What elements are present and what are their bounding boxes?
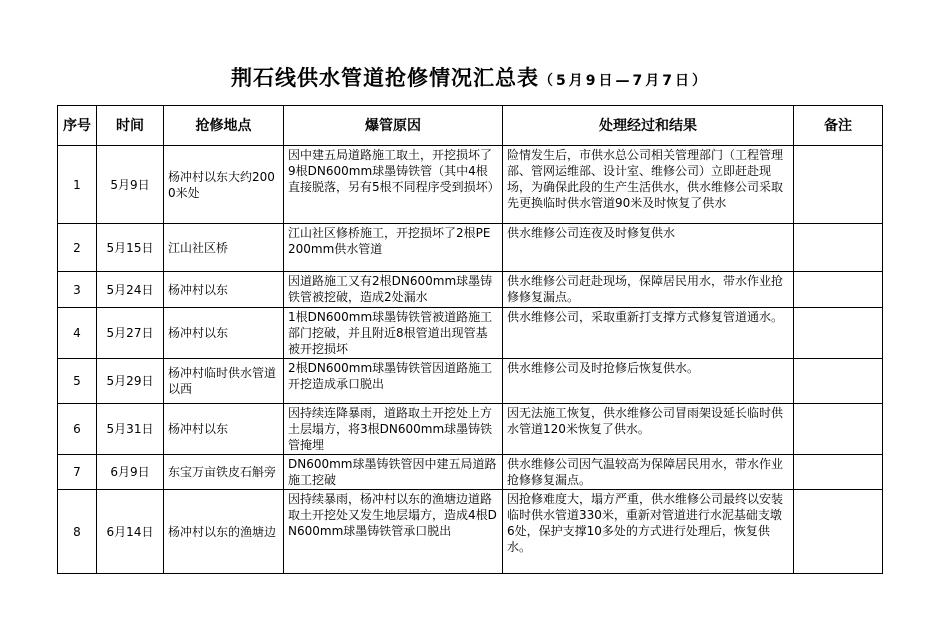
cell-no: 2 xyxy=(58,224,97,272)
cell-cause: 因中建五局道路施工取土，开挖损坏了9根DN600mm球墨铸铁管（其中4根直接脱落，另有5根不同程序受到损坏） xyxy=(284,146,503,224)
cell-no: 3 xyxy=(58,272,97,308)
cell-date: 5月15日 xyxy=(97,224,164,272)
cell-remark xyxy=(794,146,883,224)
page-title-main: 荆石线供水管道抢修情况汇总表 xyxy=(231,66,540,90)
cell-result: 供水维修公司连夜及时修复供水 xyxy=(503,224,794,272)
cell-cause: 1根DN600mm球墨铸铁管被道路施工部门挖破，并且附近8根管道出现管基被开挖损坏 xyxy=(284,308,503,359)
cell-location: 杨冲村以东的渔塘边 xyxy=(164,490,284,574)
table-row xyxy=(58,224,883,272)
cell-no: 4 xyxy=(58,308,97,359)
column-header-no: 序号 xyxy=(58,106,97,146)
cell-remark xyxy=(794,224,883,272)
cell-cause: 2根DN600mm球墨铸铁管因道路施工开挖造成承口脱出 xyxy=(284,359,503,404)
cell-no: 8 xyxy=(58,490,97,574)
cell-no: 6 xyxy=(58,404,97,455)
cell-location: 杨冲村以东 xyxy=(164,272,284,308)
cell-location: 东宝万亩铁皮石斛旁 xyxy=(164,455,284,490)
cell-date: 5月9日 xyxy=(97,146,164,224)
table-header-row xyxy=(58,106,883,146)
page-title-date-range: （5月9日—7月7日） xyxy=(539,73,709,89)
cell-location: 江山社区桥 xyxy=(164,224,284,272)
cell-cause: 因道路施工又有2根DN600mm球墨铸铁管被挖破，造成2处漏水 xyxy=(284,272,503,308)
cell-remark xyxy=(794,455,883,490)
cell-cause: DN600mm球墨铸铁管因中建五局道路施工挖破 xyxy=(284,455,503,490)
column-header-location: 抢修地点 xyxy=(164,106,284,146)
cell-cause: 因持续暴雨，杨冲村以东的渔塘边道路取土开挖处又发生地层塌方，造成4根DN600mm球墨铸铁管承口脱出 xyxy=(284,490,503,574)
cell-date: 5月24日 xyxy=(97,272,164,308)
cell-location: 杨冲村以东 xyxy=(164,308,284,359)
cell-date: 6月14日 xyxy=(97,490,164,574)
cell-result: 险情发生后，市供水总公司相关管理部门（工程管理部、管网运维部、设计室、维修公司）立即赶赴现场，为确保此段的生产生活供水，供水维修公司采取先更换临时供水管道90米及时恢复了供水 xyxy=(503,146,794,224)
cell-location: 杨冲村临时供水管道以西 xyxy=(164,359,284,404)
column-header-time: 时间 xyxy=(97,106,164,146)
cell-remark xyxy=(794,404,883,455)
cell-result: 供水维修公司因气温较高为保障居民用水，带水作业抢修修复漏点。 xyxy=(503,455,794,490)
table-row xyxy=(58,146,883,224)
cell-date: 6月9日 xyxy=(97,455,164,490)
cell-cause: 江山社区修桥施工，开挖损坏了2根PE200mm供水管道 xyxy=(284,224,503,272)
column-header-result: 处理经过和结果 xyxy=(503,106,794,146)
cell-result: 供水维修公司赶赴现场，保障居民用水，带水作业抢修修复漏点。 xyxy=(503,272,794,308)
cell-no: 5 xyxy=(58,359,97,404)
table-row xyxy=(58,404,883,455)
cell-date: 5月31日 xyxy=(97,404,164,455)
cell-remark xyxy=(794,490,883,574)
cell-remark xyxy=(794,272,883,308)
cell-remark xyxy=(794,308,883,359)
cell-remark xyxy=(794,359,883,404)
table-row xyxy=(58,455,883,490)
table-row xyxy=(58,308,883,359)
cell-cause: 因持续连降暴雨，道路取土开挖处上方土层塌方，将3根DN600mm球墨铸铁管掩埋 xyxy=(284,404,503,455)
repair-summary-table xyxy=(57,105,883,574)
cell-location: 杨冲村以东 xyxy=(164,404,284,455)
cell-no: 7 xyxy=(58,455,97,490)
table-row xyxy=(58,272,883,308)
cell-result: 因抢修难度大，塌方严重，供水维修公司最终以安装临时供水管道330米，重新对管道进行水泥基础支墩6处，保护支撑10多处的方式进行处理后，恢复供水。 xyxy=(503,490,794,574)
cell-date: 5月27日 xyxy=(97,308,164,359)
column-header-remark: 备注 xyxy=(794,106,883,146)
cell-result: 供水维修公司，采取重新打支撑方式修复管道通水。 xyxy=(503,308,794,359)
table-row xyxy=(58,359,883,404)
cell-location: 杨冲村以东大约2000米处 xyxy=(164,146,284,224)
column-header-cause: 爆管原因 xyxy=(284,106,503,146)
cell-result: 因无法施工恢复，供水维修公司冒雨架设延长临时供水管道120米恢复了供水。 xyxy=(503,404,794,455)
table-row xyxy=(58,490,883,574)
cell-result: 供水维修公司及时抢修后恢复供水。 xyxy=(503,359,794,404)
page-title xyxy=(0,62,940,92)
cell-date: 5月29日 xyxy=(97,359,164,404)
cell-no: 1 xyxy=(58,146,97,224)
